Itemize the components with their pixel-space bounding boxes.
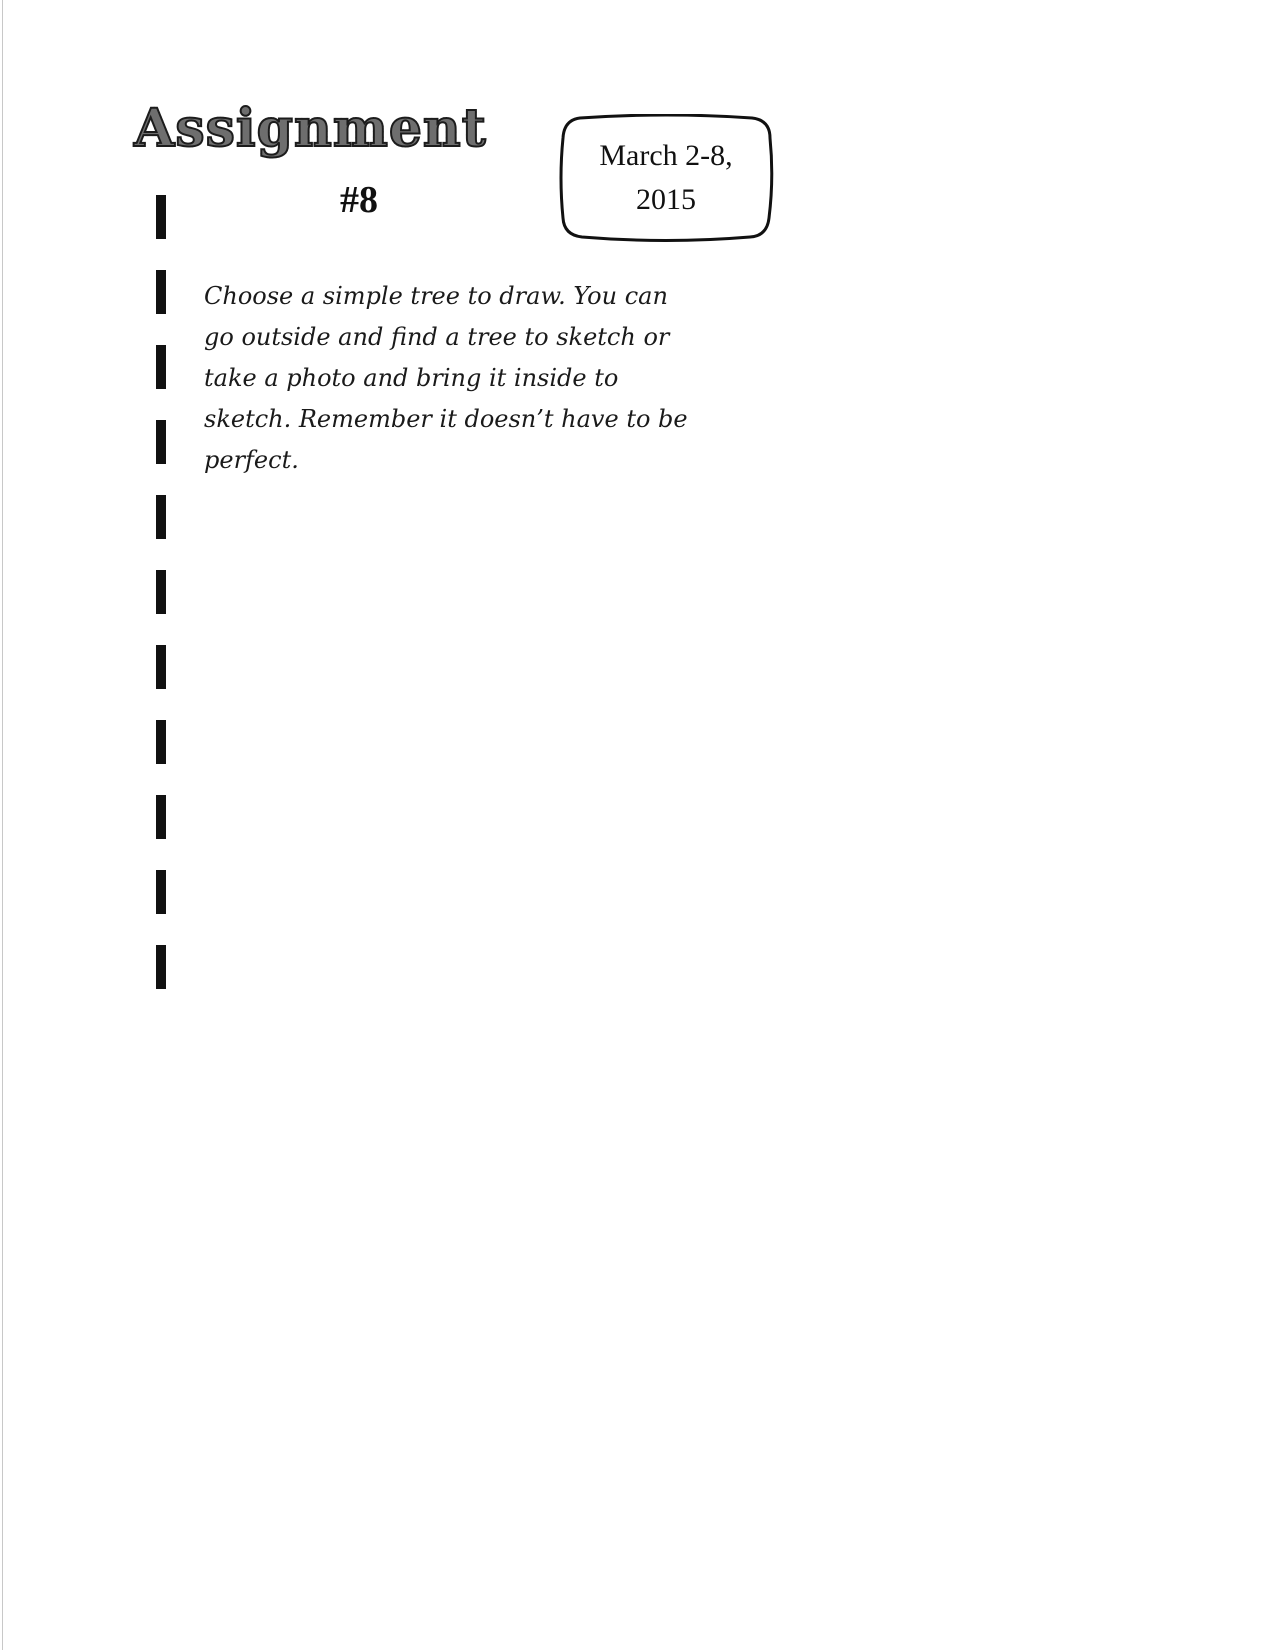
instruction-line: go outside and find a tree to sketch or xyxy=(204,323,670,351)
assignment-number: #8 xyxy=(340,179,378,221)
dash-mark xyxy=(156,195,166,239)
dash-mark xyxy=(156,345,166,389)
instructions-text xyxy=(204,276,784,481)
date-frame xyxy=(558,114,774,242)
dash-mark xyxy=(156,270,166,314)
dash-mark xyxy=(156,495,166,539)
dash-mark xyxy=(156,870,166,914)
dash-mark xyxy=(156,570,166,614)
dash-mark xyxy=(156,945,166,989)
dashed-margin-line xyxy=(156,195,166,1015)
dash-mark xyxy=(156,795,166,839)
instruction-line: sketch. Remember it doesn’t have to be xyxy=(204,405,688,433)
instruction-line: perfect. xyxy=(204,446,299,474)
dash-mark xyxy=(156,720,166,764)
dash-mark xyxy=(156,645,166,689)
date-line-2: 2015 xyxy=(636,183,696,216)
dash-mark xyxy=(156,420,166,464)
page-edge xyxy=(2,0,3,1650)
date-range xyxy=(558,134,774,222)
instruction-line: Choose a simple tree to draw. You can xyxy=(204,282,668,310)
date-line-1: March 2-8, xyxy=(599,139,733,172)
assignment-title: Assignment xyxy=(134,98,487,159)
instruction-line: take a photo and bring it inside to xyxy=(204,364,619,392)
